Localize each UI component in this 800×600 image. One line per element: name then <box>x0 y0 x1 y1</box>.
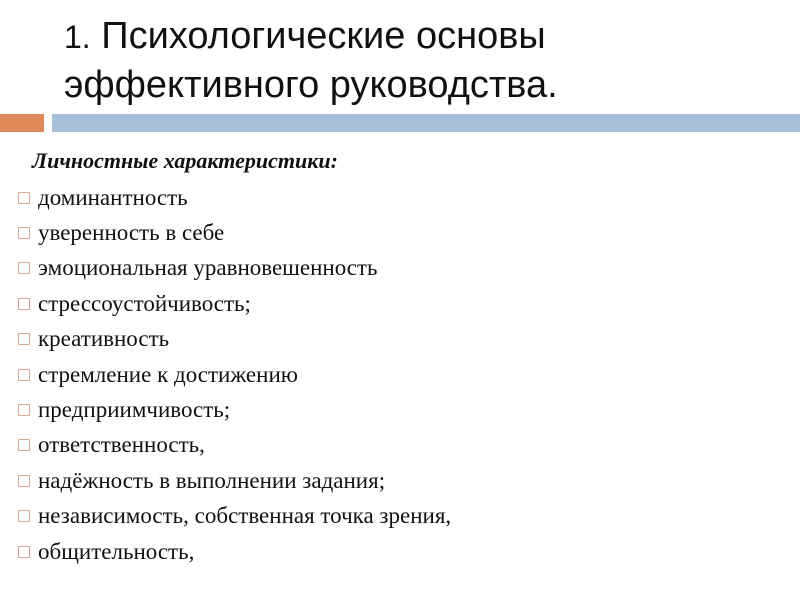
square-bullet-icon <box>18 333 30 345</box>
square-bullet-icon <box>18 404 30 416</box>
list-item-text: стрессоустойчивость; <box>38 290 251 316</box>
square-bullet-icon <box>18 227 30 239</box>
list-item <box>0 428 780 463</box>
list-item <box>0 215 780 250</box>
subheading: Личностные характеристики: <box>32 148 338 173</box>
list-item-text: креативность <box>38 326 170 352</box>
slide-title <box>64 12 764 109</box>
list-item <box>0 392 780 427</box>
square-bullet-icon <box>18 510 30 522</box>
title-line-2: эффективного руководства. <box>64 64 558 106</box>
slide-body <box>0 146 780 569</box>
title-number: 1. <box>64 19 91 55</box>
title-accent-bar <box>0 114 44 132</box>
list-item-text: эмоциональная уравновешенность <box>38 255 378 281</box>
list-item <box>0 180 780 215</box>
characteristics-list <box>0 180 780 569</box>
square-bullet-icon <box>18 546 30 558</box>
square-bullet-icon <box>18 439 30 451</box>
list-item <box>0 534 780 569</box>
list-item-text: общительность, <box>38 538 195 564</box>
list-item-text: доминантность <box>38 184 188 210</box>
title-line-1 <box>64 12 764 61</box>
list-item <box>0 357 780 392</box>
square-bullet-icon <box>18 475 30 487</box>
square-bullet-icon <box>18 262 30 274</box>
list-item <box>0 463 780 498</box>
square-bullet-icon <box>18 298 30 310</box>
list-item-text: надёжность в выполнении задания; <box>38 467 386 493</box>
square-bullet-icon <box>18 369 30 381</box>
square-bullet-icon <box>18 192 30 204</box>
list-item-text: ответственность, <box>38 432 205 458</box>
list-item-text: независимость, собственная точка зрения, <box>38 503 452 529</box>
title-underline-bar <box>52 114 800 132</box>
list-item <box>0 251 780 286</box>
title-line-1-text: Психологические основы <box>101 15 546 57</box>
list-item <box>0 286 780 321</box>
list-item <box>0 499 780 534</box>
list-item <box>0 322 780 357</box>
list-item-text: предприимчивость; <box>38 397 231 423</box>
list-item-text: стремление к достижению <box>38 361 298 387</box>
list-item-text: уверенность в себе <box>38 220 225 246</box>
